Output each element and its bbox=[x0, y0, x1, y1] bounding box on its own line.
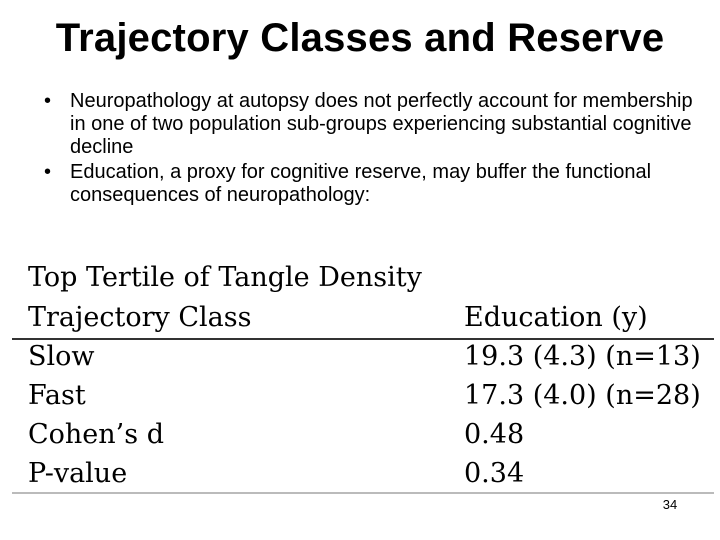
row-value: 17.3 (4.0) (n=28) bbox=[464, 380, 701, 411]
bullet-item bbox=[44, 90, 694, 159]
page-number: 34 bbox=[662, 497, 678, 512]
bullet-icon: • bbox=[44, 161, 52, 183]
row-label: P-value bbox=[28, 458, 128, 489]
row-label: Slow bbox=[28, 341, 95, 372]
table-row bbox=[28, 376, 714, 415]
row-value: 19.3 (4.3) (n=13) bbox=[464, 341, 701, 372]
results-table bbox=[28, 258, 714, 493]
row-label: Fast bbox=[28, 380, 86, 411]
header-education: Education (y) bbox=[464, 302, 648, 333]
slide-title: Trajectory Classes and Reserve bbox=[55, 16, 665, 60]
table-bottom-rule bbox=[12, 492, 714, 494]
row-label: Cohen’s d bbox=[28, 419, 164, 450]
bullet-text: Education, a proxy for cognitive reserve, may buffer the functional consequences of neuropathology: bbox=[70, 161, 652, 206]
bullet-icon: • bbox=[44, 90, 52, 112]
table-header-rule bbox=[12, 338, 714, 340]
table-row bbox=[28, 454, 714, 493]
table-header-row bbox=[28, 298, 714, 337]
table-caption: Top Tertile of Tangle Density bbox=[28, 262, 422, 293]
header-trajectory-class: Trajectory Class bbox=[28, 302, 252, 333]
bullet-text: Neuropathology at autopsy does not perfectly account for membership in one of two population sub-groups experiencing substantial cognitive decline bbox=[70, 90, 693, 158]
row-value: 0.34 bbox=[464, 458, 525, 489]
bullet-list bbox=[44, 90, 694, 209]
row-value: 0.48 bbox=[464, 419, 525, 450]
bullet-item bbox=[44, 161, 694, 207]
table-row bbox=[28, 415, 714, 454]
table-row bbox=[28, 337, 714, 376]
